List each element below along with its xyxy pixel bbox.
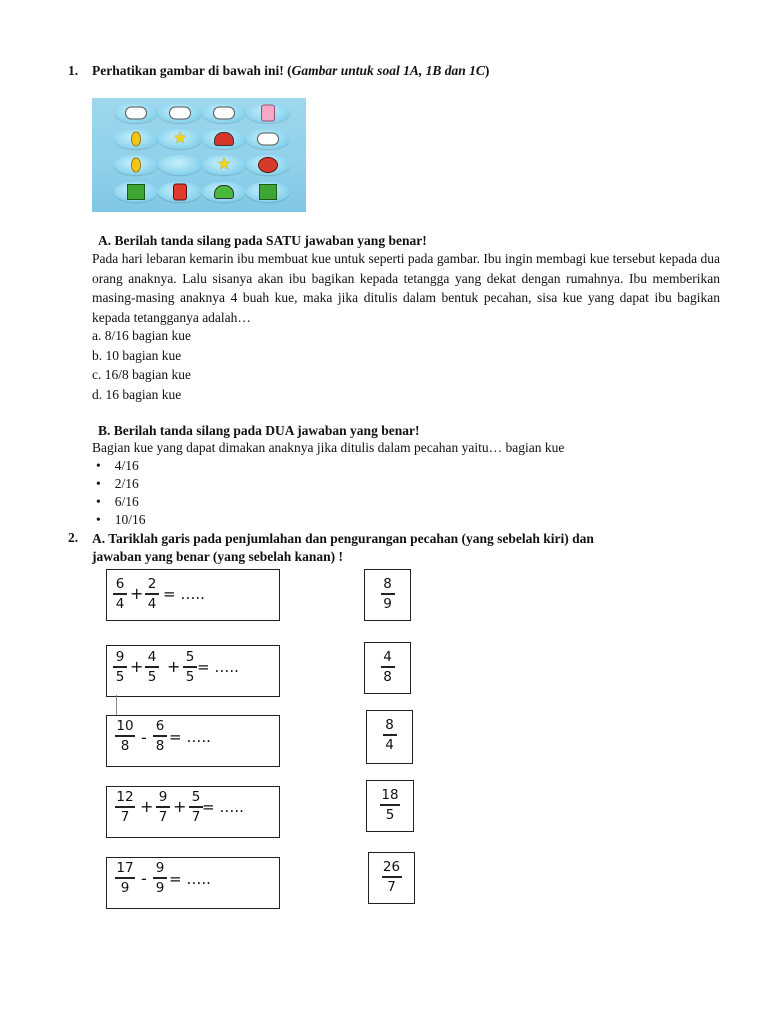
drawn-line bbox=[116, 695, 117, 715]
cookie bbox=[246, 103, 290, 123]
part-b-options bbox=[96, 457, 146, 529]
fraction: 5 5 bbox=[183, 649, 197, 685]
fraction: 9 5 bbox=[113, 649, 127, 685]
mushroom-icon bbox=[214, 132, 234, 146]
list-item[interactable]: • 6/16 bbox=[96, 494, 139, 509]
cloud-icon bbox=[125, 107, 147, 120]
fraction: 5 7 bbox=[189, 789, 203, 825]
cloud-icon bbox=[169, 107, 191, 120]
question-1-prompt-italic: Gambar untuk soal 1A, 1B dan 1C bbox=[291, 63, 485, 78]
operator: - bbox=[141, 869, 147, 888]
operator: + bbox=[140, 797, 154, 816]
question-1-prompt-text: Perhatikan gambar di bawah ini! ( bbox=[92, 63, 292, 78]
option-b[interactable]: b. 10 bagian kue bbox=[92, 347, 182, 363]
pipe-icon bbox=[127, 184, 145, 200]
operator: + bbox=[130, 657, 144, 676]
list-item[interactable]: • 10/16 bbox=[96, 512, 146, 527]
cookie bbox=[246, 182, 290, 202]
princess-icon bbox=[261, 105, 275, 122]
cloud-icon bbox=[257, 133, 279, 146]
fraction: 18 5 bbox=[381, 787, 399, 823]
answer-box-2[interactable] bbox=[364, 642, 411, 694]
option-d[interactable]: d. 16 bagian kue bbox=[92, 386, 182, 402]
cookie bbox=[158, 182, 202, 202]
part-a-title: A. Berilah tanda silang pada SATU jawaban yang benar! bbox=[98, 233, 427, 248]
answer-box-1[interactable] bbox=[364, 569, 411, 621]
mushroom-icon bbox=[214, 185, 234, 199]
cookie bbox=[246, 129, 290, 149]
answer-box-5[interactable] bbox=[368, 852, 415, 904]
equals-dots: = ….. bbox=[169, 728, 211, 746]
fraction: 9 7 bbox=[156, 789, 170, 825]
question-2-title bbox=[92, 530, 594, 565]
expression-box-2[interactable] bbox=[106, 645, 280, 697]
fraction: 4 8 bbox=[365, 649, 410, 685]
bullet-icon: • bbox=[96, 512, 101, 527]
fraction: 9 9 bbox=[153, 860, 167, 896]
operator: + bbox=[130, 584, 144, 603]
cookie bbox=[158, 129, 202, 149]
equals-dots: = ….. bbox=[197, 658, 239, 676]
fraction: 4 5 bbox=[145, 649, 159, 685]
cookie bbox=[158, 155, 202, 175]
question-1-number: 1. bbox=[68, 63, 79, 78]
part-a-options bbox=[92, 326, 191, 404]
question-1-prompt bbox=[92, 63, 489, 79]
question-2-number: 2. bbox=[68, 530, 79, 545]
fraction: 10 8 bbox=[116, 718, 134, 754]
part-b-body: Bagian kue yang dapat dimakan anaknya jika ditulis dalam pecahan yaitu… bagian kue bbox=[92, 440, 565, 455]
cookie bbox=[202, 129, 246, 149]
answer-box-4[interactable] bbox=[366, 780, 414, 832]
cookie bbox=[114, 103, 158, 123]
option-c[interactable]: c. 16/8 bagian kue bbox=[92, 367, 191, 382]
option-a[interactable]: a. 8/16 bagian kue bbox=[92, 328, 191, 343]
cookie bbox=[114, 182, 158, 202]
cookie bbox=[246, 155, 290, 175]
bullet-icon: • bbox=[96, 458, 101, 473]
part-b-title: B. Berilah tanda silang pada DUA jawaban yang benar! bbox=[98, 423, 420, 438]
equals-dots: = ….. bbox=[163, 585, 205, 603]
cookie bbox=[202, 103, 246, 123]
question-2-title-line2: jawaban yang benar (yang sebelah kanan) ! bbox=[92, 548, 344, 564]
fraction: 12 7 bbox=[116, 789, 134, 825]
cookie bbox=[202, 155, 246, 175]
fraction: 26 7 bbox=[382, 859, 401, 895]
expression-box-4[interactable] bbox=[106, 786, 280, 838]
coin-icon bbox=[131, 158, 141, 173]
question-1-prompt-close: ) bbox=[484, 63, 490, 78]
cookie bbox=[202, 182, 246, 202]
cloud-icon bbox=[213, 107, 235, 120]
list-item[interactable]: • 4/16 bbox=[96, 458, 139, 473]
star-icon: ★ bbox=[172, 130, 188, 147]
equals-dots: = ….. bbox=[169, 870, 211, 888]
list-item[interactable]: • 2/16 bbox=[96, 476, 139, 491]
mario-icon bbox=[173, 184, 187, 201]
fraction: 8 9 bbox=[365, 576, 410, 612]
bullet-icon: • bbox=[96, 476, 101, 491]
expression-box-1[interactable] bbox=[106, 569, 280, 621]
fraction: 2 4 bbox=[145, 576, 159, 612]
fraction: 8 4 bbox=[367, 717, 412, 753]
expression-box-3[interactable] bbox=[106, 715, 280, 767]
fraction: 6 8 bbox=[153, 718, 167, 754]
cookie bbox=[114, 129, 158, 149]
equals-dots: = ….. bbox=[202, 798, 244, 816]
operator: + bbox=[167, 657, 181, 676]
cookies-picture bbox=[92, 98, 306, 212]
part-a-body: Pada hari lebaran kemarin ibu membuat kue untuk seperti pada gambar. Ibu ingin membagi kue tersebut kepada dua orang anaknya. Lalu sisanya akan ibu bagikan kepada tetangga yang dekat dengan rumahnya. Ibu memberikan masing-masing anaknya 4 buah kue, maka jika ditulis dalam bentuk pecahan, sisa kue yang dapat ibu bagikan kepada tetangganya adalah… bbox=[92, 251, 720, 325]
cookie bbox=[158, 103, 202, 123]
operator: + bbox=[173, 797, 187, 816]
fraction: 17 9 bbox=[116, 860, 134, 896]
star-icon: ★ bbox=[216, 156, 232, 173]
fraction: 6 4 bbox=[113, 576, 127, 612]
operator: - bbox=[141, 728, 147, 747]
question-2-title-line1: A. Tariklah garis pada penjumlahan dan pengurangan pecahan (yang sebelah kiri) dan bbox=[92, 531, 594, 546]
coin-icon bbox=[131, 132, 141, 147]
pipe-icon bbox=[259, 184, 277, 200]
answer-box-3[interactable] bbox=[366, 710, 413, 764]
bullet-icon: • bbox=[96, 494, 101, 509]
expression-box-5[interactable] bbox=[106, 857, 280, 909]
cookie bbox=[114, 155, 158, 175]
piranha-plant-icon bbox=[258, 157, 278, 173]
